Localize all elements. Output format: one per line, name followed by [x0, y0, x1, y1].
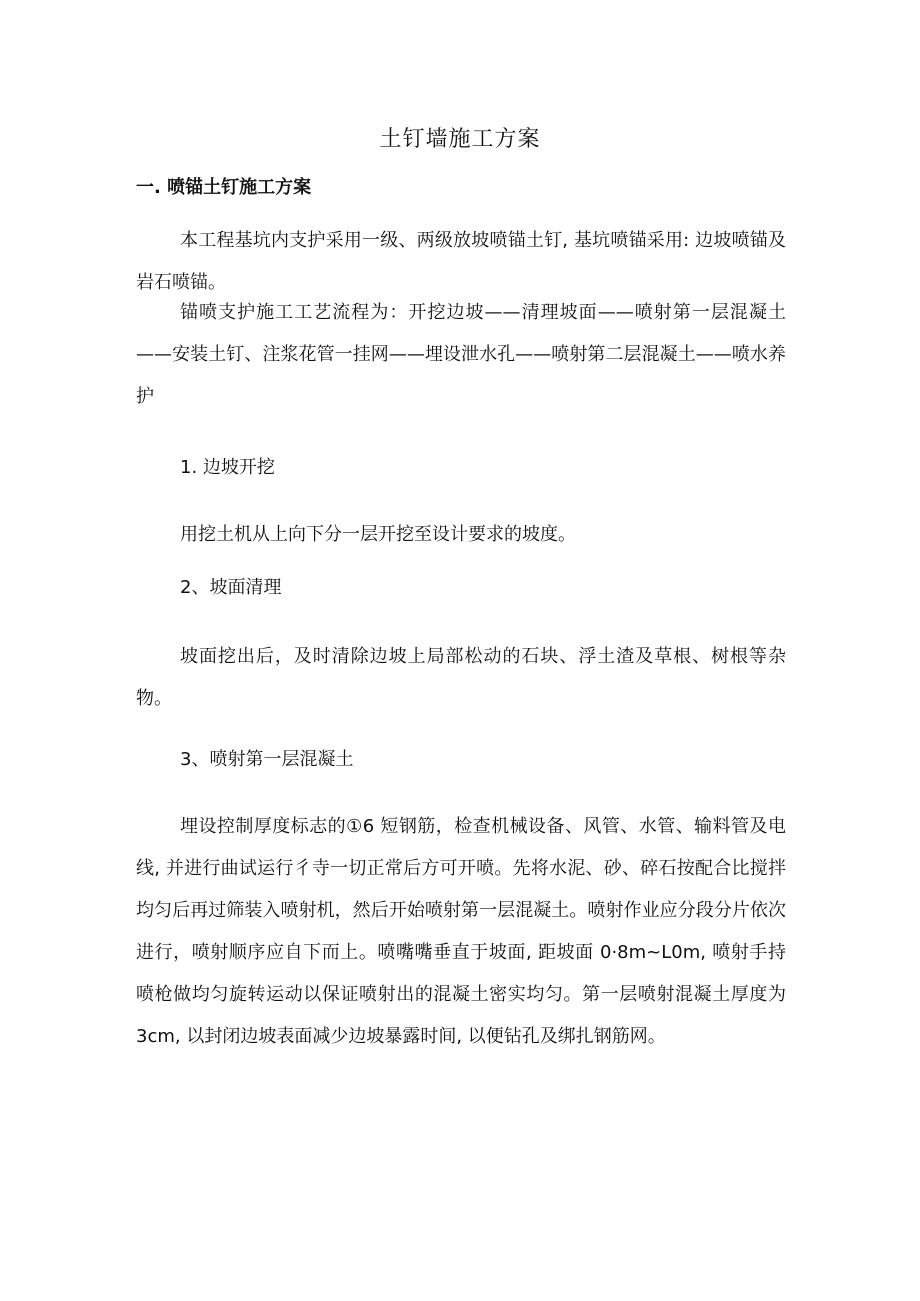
step-text-1: 用挖土机从上向下分一层开挖至设计要求的坡度。	[180, 524, 576, 545]
step-heading-2: 2、坡面清理	[180, 577, 282, 598]
step-text-3: 埋设控制厚度标志的①6 短钢筋，检查机械设备、风管、水管、输料管及电线, 并进行曲试运行彳寺一切正常后方可开喷。先将水泥、砂、碎石按配合比搅拌均匀后再过筛装入喷射机，然后开始喷射第一层混凝土。喷射作业应分段分片依次进行，喷射顺序应自下而上。喷嘴嘴垂直于坡面, 距坡面 0·8m~L0m, 喷射手持喷枪做均匀旋转运动以保证喷射出的混凝土密实均匀。第一层喷射混凝土厚度为 3cm, 以封闭边坡表面减少边坡暴露时间, 以便钻孔及绑扎钢筋网。	[136, 816, 786, 1047]
step-heading-3: 3、喷射第一层混凝土	[180, 749, 354, 770]
intro-paragraph: 本工程基坑内支护采用一级、两级放坡喷锚土钉, 基坑喷锚采用: 边坡喷锚及岩石喷锚。	[136, 230, 786, 293]
section-heading: 一. 喷锚土钉施工方案	[136, 177, 312, 198]
page-title: 土钉墙施工方案	[379, 127, 541, 152]
process-paragraph: 锚喷支护施工工艺流程为：开挖边坡——清理坡面——喷射第一层混凝土——安装土钉、注浆花管一挂网——埋设泄水孔——喷射第二层混凝土——喷水养护	[136, 302, 786, 407]
step-heading-1: 1. 边坡开挖	[180, 457, 275, 478]
step-text-2: 坡面挖出后，及时清除边坡上局部松动的石块、浮土渣及草根、树根等杂物。	[136, 646, 786, 709]
